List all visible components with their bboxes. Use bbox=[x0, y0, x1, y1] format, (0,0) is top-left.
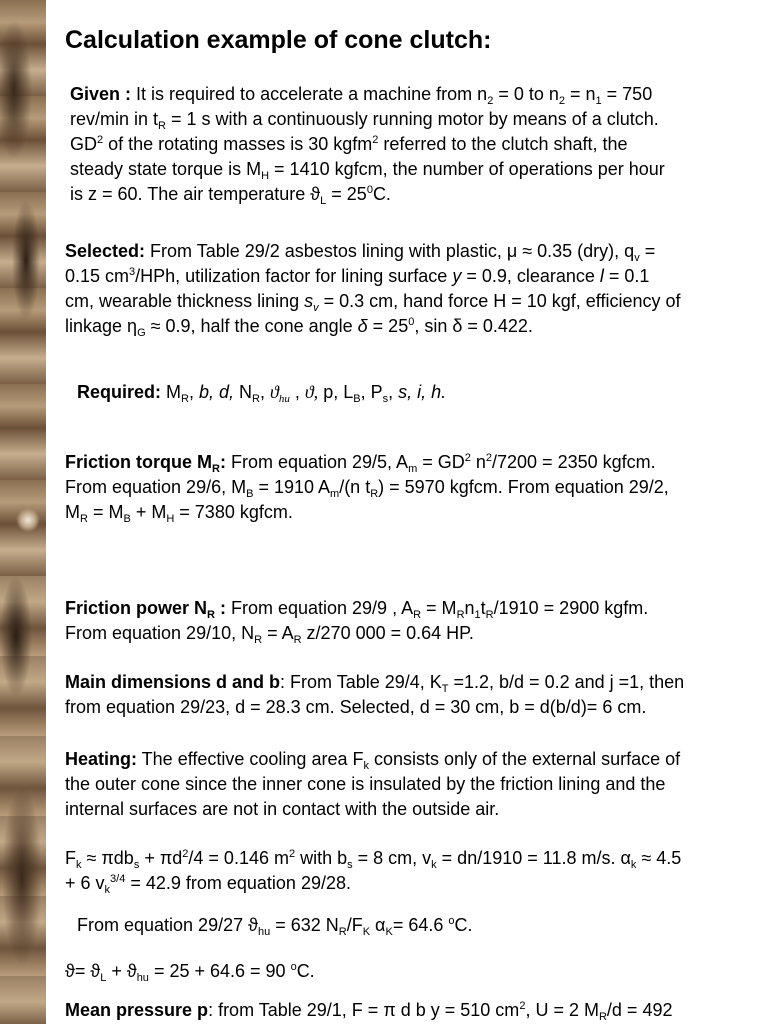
page-title: Calculation example of cone clutch: bbox=[65, 26, 492, 54]
given-line-1: Given : It is required to accelerate a machine from $n_2 = 0$ to $n_2 = n_1 = 750$ bbox=[70, 84, 653, 107]
friction-torque-line-1: Friction torque $M_R$: From equation 29/5, $A_m = GD^2$ $n^2/7200 = 2350$ kgfcm. bbox=[65, 452, 656, 475]
selected-line-4: linkage $\eta_G \approx 0.9$, half the cone angle $\delta = 25^0$, sin δ = 0.422. bbox=[65, 316, 533, 339]
heating-line-3: internal surfaces are not in contact with the outside air. bbox=[65, 799, 500, 819]
given-line-4: steady state torque is $M_H = 1410$ kgfcm, the number of operations per hour bbox=[70, 159, 665, 182]
given-line-3: $GD^2$ of the rotating masses is 30 kgfm$^2$ referred to the clutch shaft, the bbox=[70, 134, 628, 154]
selected-line-3: cm, wearable thickness lining $s_v = 0.3$ cm, hand force H = 10 kgf, efficiency of bbox=[65, 291, 681, 314]
decorative-photo-strip bbox=[0, 0, 46, 576]
selected-line-1: Selected: From Table 29/2 asbestos lining with plastic, μ ≈ 0.35 (dry), $q_v$ = bbox=[65, 241, 656, 264]
given-line-2: rev/min in $t_R = 1$ s with a continuously running motor by means of a clutch. bbox=[70, 109, 659, 132]
friction-power-line-1: Friction power $N_R$ : From equation 29/9 , $A_R = M_Rn_1t_R/1910 = 2900$ kgfm. bbox=[65, 598, 649, 621]
heating-line-2: the outer cone since the inner cone is insulated by the friction lining and the bbox=[65, 774, 666, 794]
equation-29-27-line: From equation 29/27 $ϑ_{hu} = 632$ $N_R/F_K$ $\alpha_K= 64.6$ $^o$C. bbox=[77, 915, 473, 938]
friction-torque-line-3: $M_R = M_B + M_H = 7380$ kgfcm. bbox=[65, 502, 293, 525]
main-dimensions-line-1: Main dimensions d and b: From Table 29/4, $K_T =1.2$, b/d = 0.2 and j =1, then bbox=[65, 672, 685, 695]
heating-line-1: Heating: The effective cooling area $F_k$ consists only of the external surface of bbox=[65, 749, 681, 772]
cooling-area-line-2: + 6 $v_k^{3/4} = 42.9$ from equation 29/28. bbox=[65, 873, 351, 896]
decorative-photo-strip bbox=[0, 576, 46, 1024]
main-dimensions-line-2: from equation 29/23, d = 28.3 cm. Selected, d = 30 cm, b = d(b/d)= 6 cm. bbox=[65, 697, 647, 717]
cooling-area-line-1: $F_k \approx \pi db_s + \pi d^2/4 = 0.146$ $m^2$ with $b_s = 8$ cm, $v_k = dn/1910 = 11.8$ m/s. $\alpha_k \approx 4.5$ bbox=[65, 848, 682, 871]
friction-power-line-2: From equation 29/10, $N_R = A_R$ z/270 000 = 0.64 HP. bbox=[65, 623, 474, 646]
slide-2 bbox=[0, 576, 768, 1024]
temperature-line: $ϑ= ϑ_L + ϑ_{hu} = 25 + 64.6 = 90$ $^o$C. bbox=[65, 961, 315, 984]
friction-torque-line-2: From equation 29/6, $M_B = 1910$ $A_m/(n$ $t_R) = 5970$ kgfcm. From equation 29/2, bbox=[65, 477, 669, 500]
required-line: Required: $M_R$, b, d, $N_R$, $ϑ_{hu}$ , ϑ, p, $L_B$, $P_s$, s, i, h. bbox=[77, 382, 447, 405]
mean-pressure-line: Mean pressure p: from Table 29/1, F = π d b y = 510 $cm^2$, U = 2 $M_R/d = 492$ bbox=[65, 1000, 673, 1023]
given-line-5: is z = 60. The air temperature $ϑ_L = 25^0C$. bbox=[70, 184, 391, 207]
selected-line-2: 0.15 $cm^3$/HPh, utilization factor for lining surface y = 0.9, clearance l = 0.1 bbox=[65, 266, 650, 286]
